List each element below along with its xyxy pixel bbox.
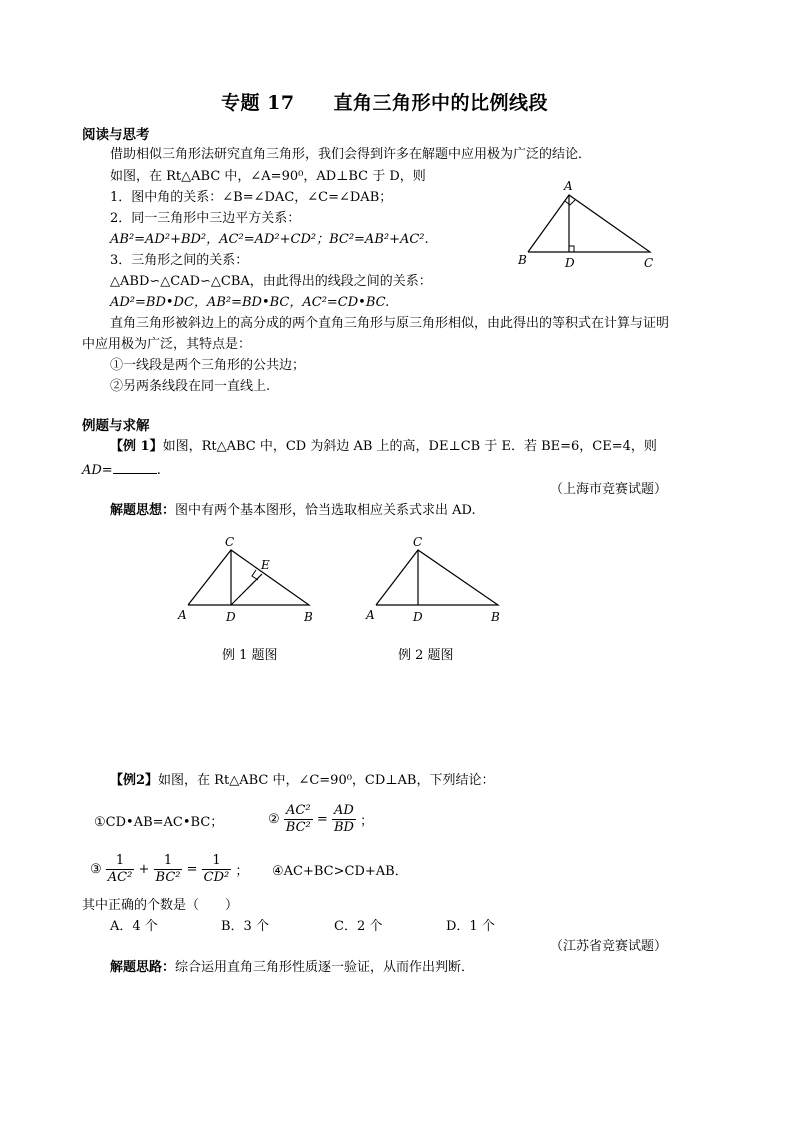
example2-hint: [110, 958, 474, 978]
label-D: D: [565, 256, 575, 270]
example1-text: 如图，Rt△ABC 中，CD 为斜边 AB 上的高，DE⊥CB 于 E．若 BE=6，CE=4，则: [162, 439, 657, 454]
example2-line: [110, 771, 494, 791]
c3-num-3: 1: [212, 853, 221, 868]
conclusion-3: [90, 853, 248, 886]
c2-frac-right: [332, 803, 356, 836]
example2-label: 【例2】: [110, 773, 159, 788]
triangle-figure-intro: [510, 176, 670, 271]
c2-prefix: ②: [268, 812, 280, 827]
c2-rnum: AD: [334, 803, 354, 818]
c2-num: AC²: [286, 803, 311, 818]
c3-prefix: ③: [90, 862, 102, 877]
fig2-label-A: A: [366, 608, 375, 622]
answer-blank[interactable]: [113, 460, 157, 474]
option-c[interactable]: C．2 个: [334, 919, 383, 934]
c3-frac-1: [106, 853, 135, 886]
c2-rden: BD: [333, 820, 354, 835]
feature-1: ①一线段是两个三角形的公共边；: [110, 358, 306, 373]
hint-text: 图中有两个基本图形，恰当选取相应关系式求出 AD.: [175, 503, 476, 518]
c3-num-2: 1: [163, 853, 173, 868]
para-line-2: 如图，在 Rt△ABC 中，∠A=90⁰，AD⊥BC 于 D，则: [110, 169, 426, 184]
c3-frac-3: [202, 853, 232, 886]
para-line-7: 直角三角形被斜边上的高分成的两个直角三角形与原三角形相似，由此得出的等积式在计算与证明: [110, 316, 670, 331]
conclusion-2: [268, 803, 373, 836]
example2-figure-caption: 例 2 题图: [398, 648, 454, 663]
example1-source: （上海市竞赛试题）: [550, 482, 668, 497]
fig1-label-C: C: [225, 535, 235, 549]
page-title: 专题 17 直角三角形中的比例线段: [221, 92, 549, 114]
example1-label: 【例 1】: [110, 439, 163, 454]
conclusion-4: ④AC+BC>CD+AB．: [272, 864, 408, 879]
para-line-1: 借助相似三角形法研究直角三角形，我们会得到许多在解题中应用极为广泛的结论．: [110, 147, 592, 162]
fig1-label-B: B: [304, 610, 313, 624]
fig1-label-D: D: [226, 610, 236, 624]
c3-plus: +: [138, 862, 150, 877]
option-a[interactable]: A．4 个: [110, 919, 158, 934]
example2-source: （江苏省竞赛试题）: [550, 939, 668, 954]
section-heading-examples: 例题与求解: [82, 418, 150, 434]
c3-num-1: 1: [115, 853, 125, 868]
c2-frac-left: [284, 803, 313, 836]
fig1-label-A: A: [178, 608, 187, 622]
para-line-6: △ABD∽△CAD∽△CBA，由此得出的线段之间的关系：: [110, 274, 432, 289]
label-B: B: [518, 253, 527, 267]
example1-hint: [110, 501, 476, 521]
section-heading-reading: 阅读与思考: [82, 127, 150, 143]
fig2-label-C: C: [413, 535, 423, 549]
fig2-label-B: B: [491, 610, 500, 624]
answer-suffix: .: [156, 463, 161, 478]
c3-eq: =: [186, 862, 198, 877]
fig2-label-D: D: [413, 610, 423, 624]
feature-2: ②另两条线段在同一直线上.: [110, 379, 271, 394]
hint-label: 解题思想：: [110, 503, 176, 518]
example2-text: 如图，在 Rt△ABC 中，∠C=90⁰，CD⊥AB，下列结论：: [158, 773, 495, 788]
option-b[interactable]: B．3 个: [221, 919, 269, 934]
formula-line-products: AD²=BD•DC，AB²=BD•BC，AC²=CD•BC.: [110, 295, 390, 310]
c3-den-1: AC²: [107, 870, 133, 885]
fig1-label-E: E: [261, 558, 270, 572]
answer-prefix: AD=: [82, 463, 113, 478]
c3-suffix: ；: [235, 864, 249, 879]
c2-eq: =: [316, 812, 328, 827]
para-line-4: 2．同一三角形中三边平方关系：: [110, 211, 301, 226]
c3-den-2: BC²: [155, 870, 181, 885]
c3-frac-2: [154, 853, 183, 886]
c2-suffix: ；: [360, 814, 374, 829]
c2-den: BC²: [285, 820, 311, 835]
example1-figure-caption: 例 1 题图: [222, 648, 278, 663]
option-d[interactable]: D．1 个: [446, 919, 495, 934]
label-C: C: [644, 256, 654, 270]
hint2-label: 解题思路：: [110, 960, 176, 975]
example1-answer-line: [82, 460, 161, 481]
example1-line: [110, 437, 657, 457]
example2-figure: [360, 532, 510, 627]
para-line-8: 中应用极为广泛，其特点是：: [82, 337, 252, 352]
formula-line-squares: AB²=AD²+BD²，AC²=AD²+CD²；BC²=AB²+AC².: [110, 232, 429, 247]
example2-question: 其中正确的个数是（ ）: [82, 898, 239, 913]
hint2-text: 综合运用直角三角形性质逐一验证，从而作出判断．: [175, 960, 475, 975]
label-A: A: [564, 179, 573, 193]
c3-den-3: CD²: [203, 870, 230, 885]
para-line-3: 1．图中角的关系：∠B=∠DAC，∠C=∠DAB；: [110, 190, 393, 205]
conclusion-1: ①CD•AB=AC•BC；: [94, 815, 224, 830]
example1-figure: [170, 532, 330, 627]
para-line-5: 3．三角形之间的关系：: [110, 253, 249, 268]
